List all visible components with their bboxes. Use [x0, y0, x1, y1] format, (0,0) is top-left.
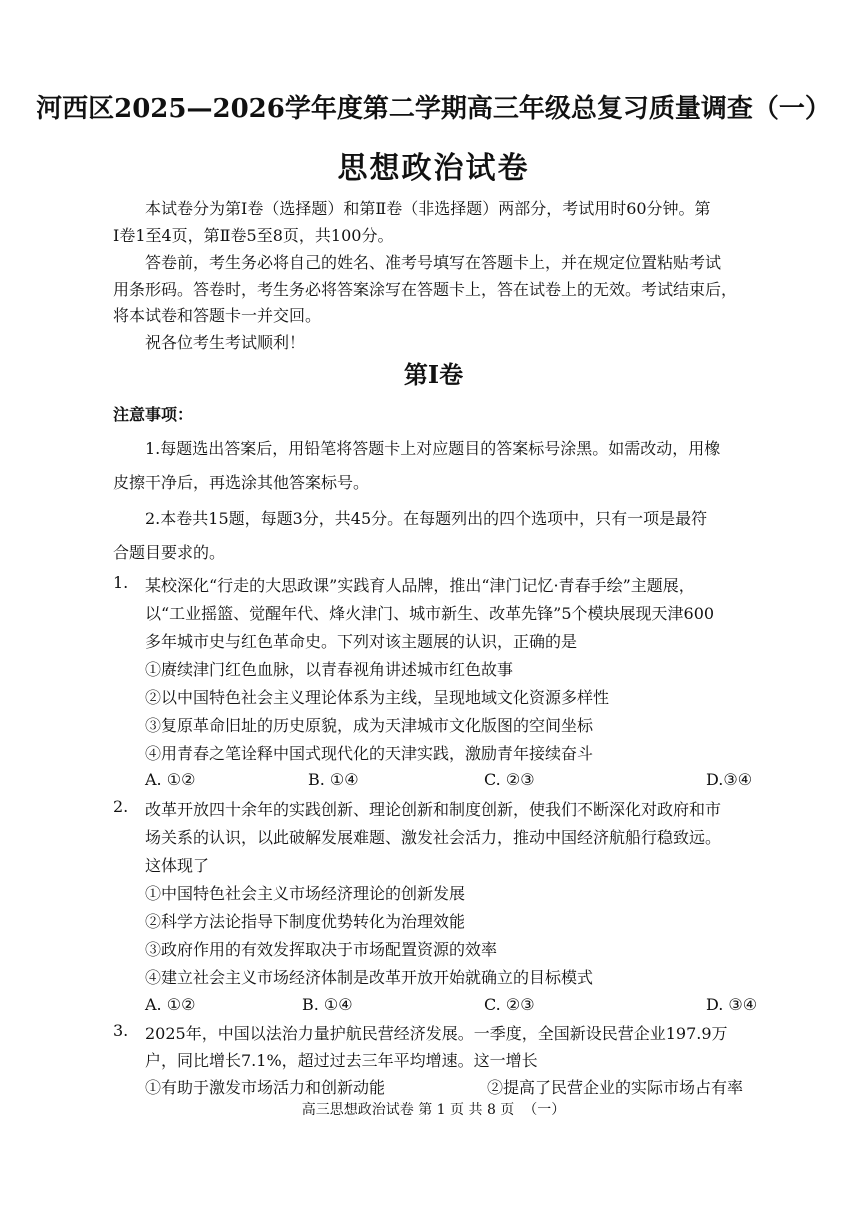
- notice-line: 2.本卷共15题，每题3分，共45分。在每题列出的四个选项中，只有一项是最符: [145, 509, 708, 528]
- question-stem: 户，同比增长7.1%，超过过去三年平均增速。这一增长: [145, 1051, 538, 1070]
- question-item: ②以中国特色社会主义理论体系为主线，呈现地域文化资源多样性: [145, 688, 610, 707]
- question-number: 2.: [113, 797, 129, 816]
- choice-c: C. ②③: [484, 995, 535, 1014]
- question-item: ①赓续津门红色血脉，以青春视角讲述城市红色故事: [145, 660, 514, 679]
- question-stem: 改革开放四十余年的实践创新、理论创新和制度创新，使我们不断深化对政府和市: [145, 800, 722, 819]
- question-item: ②科学方法论指导下制度优势转化为治理效能: [145, 912, 466, 931]
- question-item: ①中国特色社会主义市场经济理论的创新发展: [145, 884, 466, 903]
- intro-line: 答卷前，考生务必将自己的姓名、准考号填写在答题卡上，并在规定位置粘贴考试: [145, 253, 722, 272]
- question-number: 1.: [113, 573, 129, 592]
- choice-a: A. ①②: [145, 995, 196, 1014]
- exam-subtitle: 思想政治试卷: [337, 151, 530, 186]
- choice-d: D. ③④: [706, 995, 758, 1014]
- question-item: ①有助于激发市场活力和创新动能: [145, 1078, 386, 1097]
- intro-line: 用条形码。答卷时，考生务必将答案涂写在答题卡上，答在试卷上的无效。考试结束后，: [113, 280, 738, 299]
- question-stem: 2025年，中国以法治力量护航民营经济发展。一季度，全国新设民营企业197.9万: [145, 1024, 728, 1043]
- question-number: 3.: [113, 1021, 129, 1040]
- notice-label: 注意事项：: [113, 405, 194, 424]
- notice-line: 皮擦干净后，再选涂其他答案标号。: [113, 473, 370, 492]
- intro-line: 将本试卷和答题卡一并交回。: [113, 306, 322, 325]
- question-item: ③复原革命旧址的历史原貌，成为天津城市文化版图的空间坐标: [145, 716, 594, 735]
- question-stem: 多年城市史与红色革命史。下列对该主题展的认识，正确的是: [145, 632, 578, 651]
- question-item: ③政府作用的有效发挥取决于市场配置资源的效率: [145, 940, 498, 959]
- intro-line: 本试卷分为第Ⅰ卷（选择题）和第Ⅱ卷（非选择题）两部分，考试用时60分钟。第: [145, 199, 711, 218]
- question-stem: 这体现了: [145, 856, 210, 875]
- page-footer: 高三思想政治试卷 第 1 页 共 8 页 （一）: [301, 1102, 566, 1118]
- section-title: 第Ⅰ卷: [403, 360, 464, 389]
- choice-c: C. ②③: [484, 770, 535, 789]
- choice-a: A. ①②: [145, 770, 196, 789]
- question-stem: 以“工业摇篮、觉醒年代、烽火津门、城市新生、改革先锋”5个模块展现天津600: [145, 604, 715, 623]
- intro-line: Ⅰ卷1至4页，第Ⅱ卷5至8页，共100分。: [113, 226, 394, 245]
- choice-b: B. ①④: [302, 995, 353, 1014]
- choice-d: D.③④: [706, 770, 753, 789]
- question-item: ④建立社会主义市场经济体制是改革开放开始就确立的目标模式: [145, 968, 594, 987]
- choice-b: B. ①④: [308, 770, 359, 789]
- question-stem: 某校深化“行走的大思政课”实践育人品牌，推出“津门记忆·青春手绘”主题展，: [145, 576, 695, 595]
- notice-line: 合题目要求的。: [113, 543, 226, 562]
- question-item: ④用青春之笔诠释中国式现代化的天津实践，激励青年接续奋斗: [145, 744, 594, 763]
- question-stem: 场关系的认识，以此破解发展难题、激发社会活力，推动中国经济航船行稳致远。: [145, 828, 722, 847]
- notice-line: 1.每题选出答案后，用铅笔将答题卡上对应题目的答案标号涂黑。如需改动，用橡: [145, 439, 721, 458]
- question-item: ②提高了民营企业的实际市场占有率: [487, 1078, 744, 1097]
- exam-title: 河西区2025—2026学年度第二学期高三年级总复习质量调查（一）: [36, 94, 831, 124]
- intro-line: 祝各位考生考试顺利！: [145, 333, 306, 352]
